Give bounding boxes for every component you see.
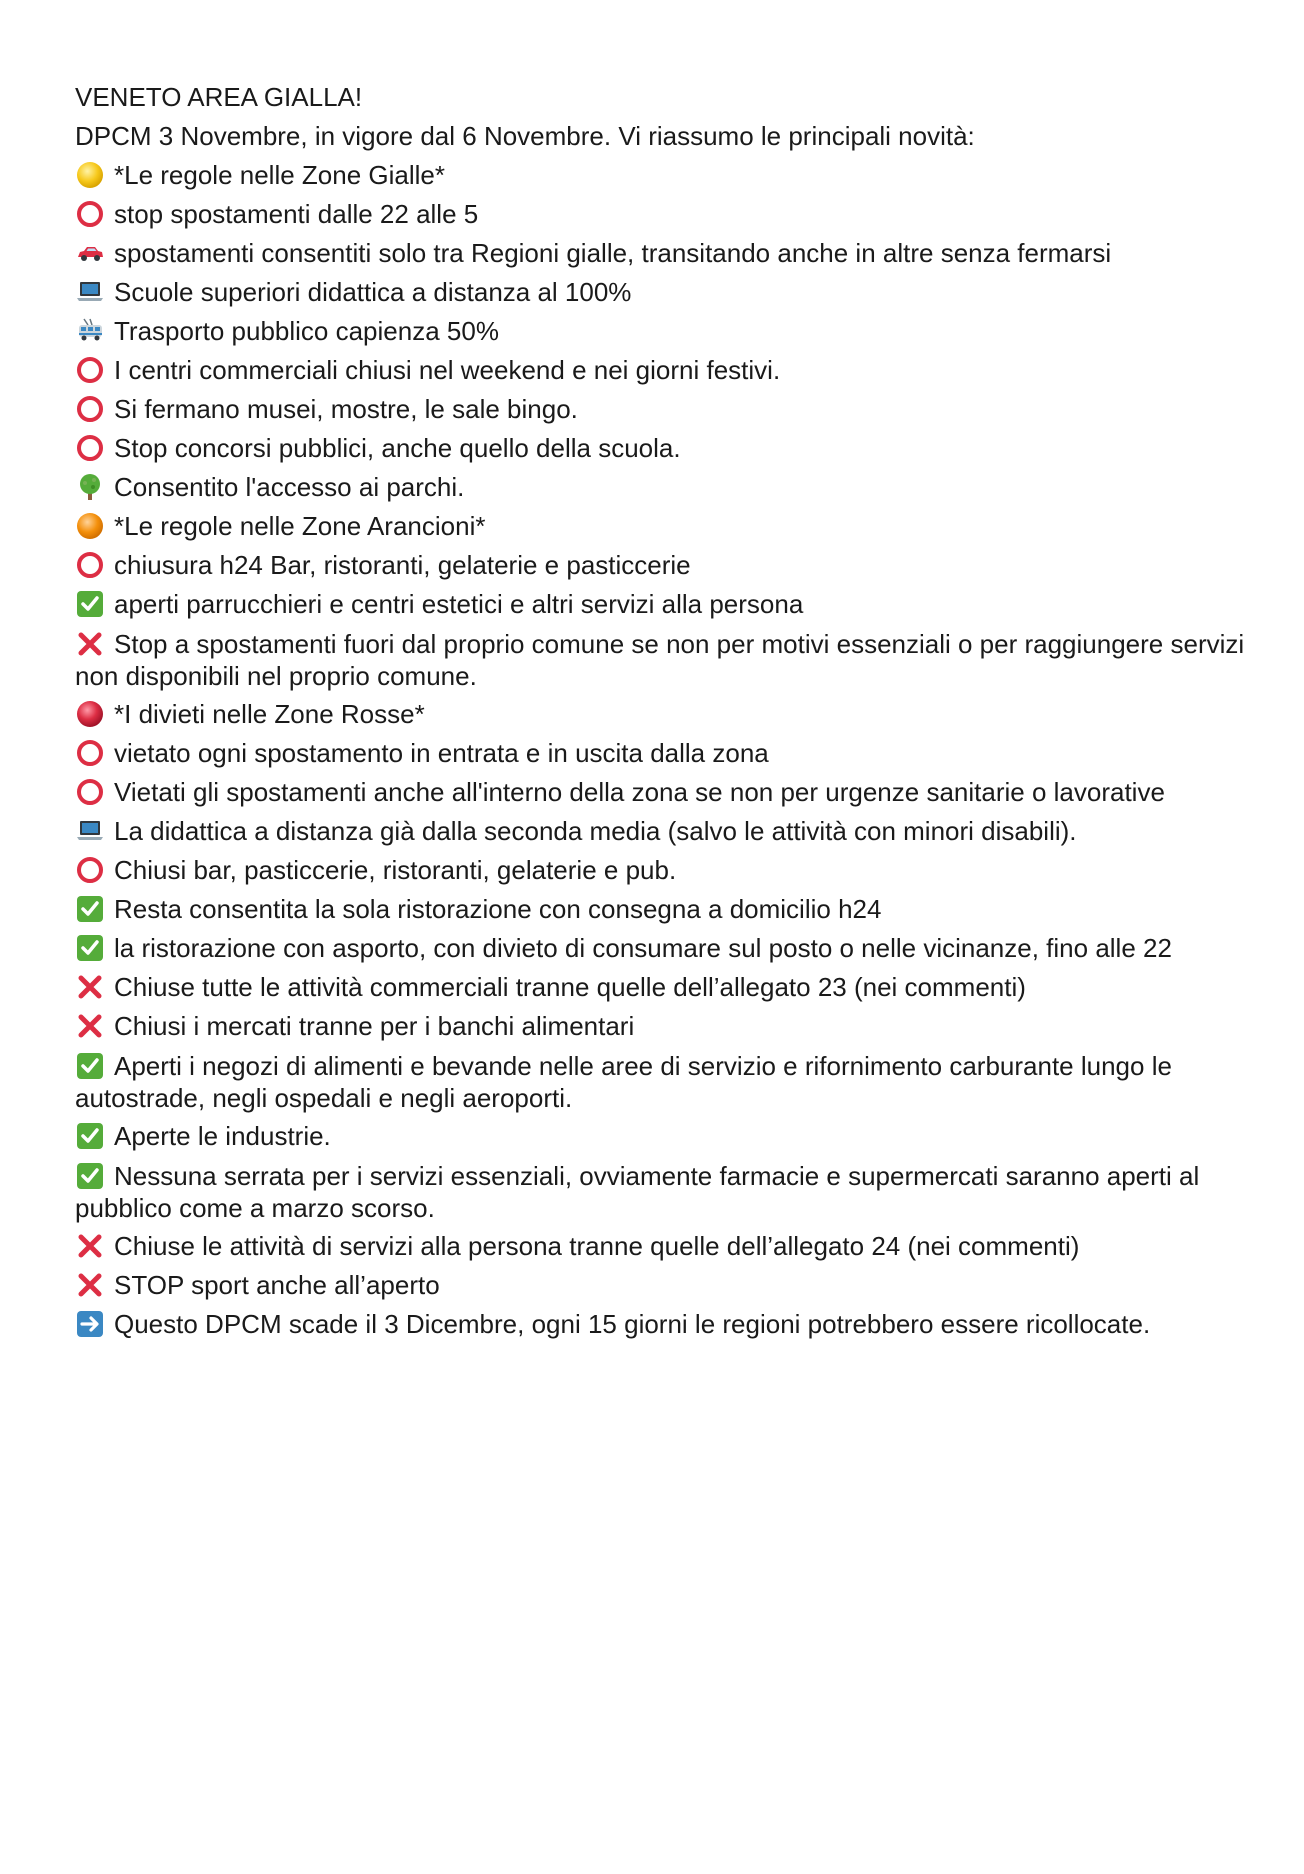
trolleybus-icon (75, 316, 105, 346)
list-item: Scuole superiori didattica a distanza al 100% (75, 273, 1245, 312)
rules-list (75, 156, 1245, 1344)
list-item: Chiuse tutte le attività commerciali tranne quelle dell’allegato 23 (nei commenti) (75, 968, 1245, 1007)
yellow-circle-icon (75, 160, 105, 190)
list-item: Consentito l'accesso ai parchi. (75, 468, 1245, 507)
cross-icon (75, 1011, 105, 1041)
cross-icon (75, 1270, 105, 1300)
check-icon (75, 894, 105, 924)
list-item: Aperte le industrie. (75, 1117, 1245, 1156)
list-item: Chiuse le attività di servizi alla persona tranne quelle dell’allegato 24 (nei commenti) (75, 1227, 1245, 1266)
list-item: La didattica a distanza già dalla seconda media (salvo le attività con minori disabili). (75, 812, 1245, 851)
red-ring-icon (75, 394, 105, 424)
check-icon (75, 1121, 105, 1151)
red-ring-icon (75, 433, 105, 463)
list-item: Trasporto pubblico capienza 50% (75, 312, 1245, 351)
list-item: *Le regole nelle Zone Arancioni* (75, 507, 1245, 546)
list-item: *Le regole nelle Zone Gialle* (75, 156, 1245, 195)
list-item: aperti parrucchieri e centri estetici e altri servizi alla persona (75, 585, 1245, 624)
red-ring-icon (75, 777, 105, 807)
red-ring-icon (75, 199, 105, 229)
check-icon (75, 589, 105, 619)
cross-icon (75, 1231, 105, 1261)
red-circle-icon (75, 699, 105, 729)
red-ring-icon (75, 355, 105, 385)
list-item: Si fermano musei, mostre, le sale bingo. (75, 390, 1245, 429)
list-item: Nessuna serrata per i servizi essenziali, ovviamente farmacie e supermercati saranno aperti al pubblico come a marzo scorso. (75, 1161, 1200, 1223)
list-item: Stop a spostamenti fuori dal proprio comune se non per motivi essenziali o per raggiungere servizi non disponibili nel proprio comune. (75, 629, 1245, 691)
list-item: Stop concorsi pubblici, anche quello della scuola. (75, 429, 1245, 468)
laptop-icon (75, 816, 105, 846)
document-intro: DPCM 3 Novembre, in vigore dal 6 Novembre. Vi riassumo le principali novità: (75, 121, 975, 151)
red-ring-icon (75, 550, 105, 580)
list-item: spostamenti consentiti solo tra Regioni gialle, transitando anche in altre senza fermarsi (75, 234, 1245, 273)
list-item: I centri commerciali chiusi nel weekend e nei giorni festivi. (75, 351, 1245, 390)
list-item: stop spostamenti dalle 22 alle 5 (75, 195, 1245, 234)
orange-circle-icon (75, 511, 105, 541)
cross-icon (75, 629, 105, 659)
right-arrow-icon (75, 1309, 105, 1339)
list-item: Questo DPCM scade il 3 Dicembre, ogni 15 giorni le regioni potrebbero essere ricollocate. (75, 1305, 1245, 1344)
list-item: Aperti i negozi di alimenti e bevande nelle aree di servizio e rifornimento carburante lungo le autostrade, negli ospedali e negli aeroporti. (75, 1051, 1172, 1113)
check-icon (75, 1161, 105, 1191)
check-icon (75, 1051, 105, 1081)
cross-icon (75, 972, 105, 1002)
laptop-icon (75, 277, 105, 307)
check-icon (75, 933, 105, 963)
car-icon (75, 238, 105, 268)
list-item: vietato ogni spostamento in entrata e in uscita dalla zona (75, 734, 1245, 773)
tree-icon (75, 472, 105, 502)
list-item: la ristorazione con asporto, con divieto di consumare sul posto o nelle vicinanze, fino alle 22 (75, 929, 1245, 968)
document (75, 78, 1245, 1344)
list-item: chiusura h24 Bar, ristoranti, gelaterie e pasticcerie (75, 546, 1245, 585)
document-title: VENETO AREA GIALLA! (75, 82, 363, 112)
list-item: Vietati gli spostamenti anche all'interno della zona se non per urgenze sanitarie o lavorative (75, 773, 1245, 812)
red-ring-icon (75, 855, 105, 885)
red-ring-icon (75, 738, 105, 768)
list-item: Chiusi i mercati tranne per i banchi alimentari (75, 1007, 1245, 1046)
list-item: Resta consentita la sola ristorazione con consegna a domicilio h24 (75, 890, 1245, 929)
list-item: *I divieti nelle Zone Rosse* (75, 695, 1245, 734)
list-item: Chiusi bar, pasticcerie, ristoranti, gelaterie e pub. (75, 851, 1245, 890)
list-item: STOP sport anche all’aperto (75, 1266, 1245, 1305)
